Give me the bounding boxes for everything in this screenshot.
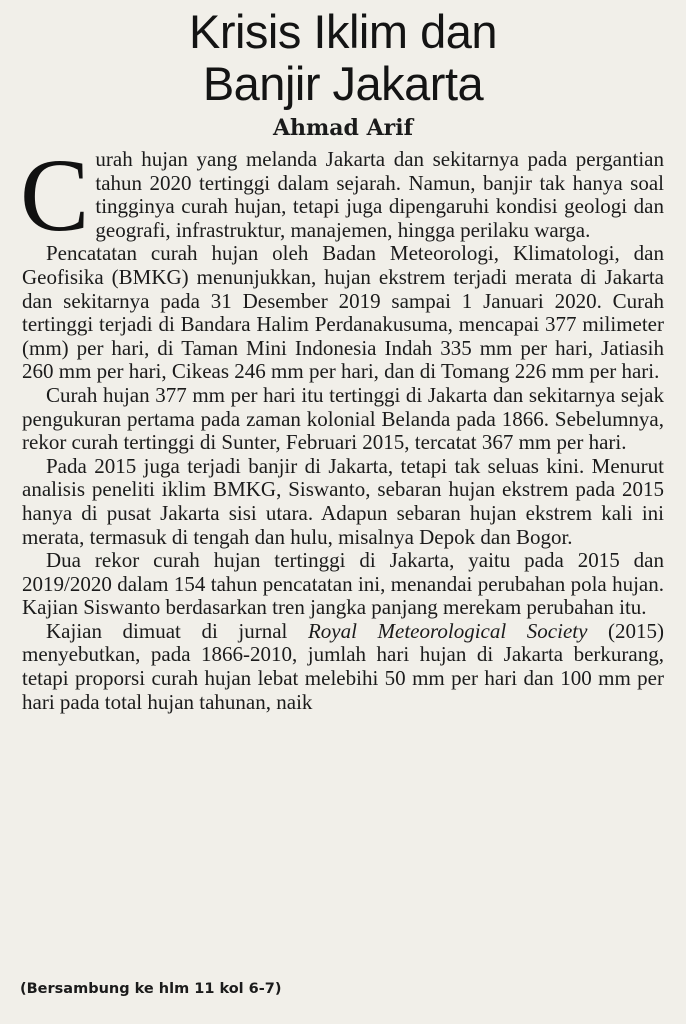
byline: Ahmad Arif xyxy=(272,115,414,141)
paragraph-5: Dua rekor curah hujan tertinggi di Jakarta, yaitu pada 2015 dan 2019/2020 dalam 154 tahun pencatatan ini, menandai perubahan pola hujan. Kajian Siswanto berdasarkan tren jangka panjang merekam perubahan itu. xyxy=(22,548,664,620)
paragraph-3: Curah hujan 377 mm per hari itu tertinggi di Jakarta dan sekitarnya sejak pengukuran pertama pada zaman kolonial Belanda pada 1866. Sebelumnya, rekor curah tertinggi di Sunter, Februari 2015, tercatat 367 mm per hari. xyxy=(22,382,664,455)
paragraph-4: Pada 2015 juga terjadi banjir di Jakarta, tetapi tak seluas kini. Menurut analisis peneliti iklim BMKG, Siswanto, sebaran hujan ekstrem pada 2015 hanya di pusat Jakarta sisi utara. Adapun sebaran hujan ekstrem kali ini merata, termasuk di tengah dan hulu, misalnya Depok dan Bogor. xyxy=(22,453,664,549)
article-body xyxy=(20,138,665,714)
headline xyxy=(22,6,664,110)
paragraph-1 xyxy=(20,138,664,253)
paragraph-6-start: Kajian dimuat di jurnal xyxy=(46,618,288,643)
journal-name: Royal Meteorological Society xyxy=(307,618,588,643)
continuation-note: (Bersambung ke hlm 11 kol 6-7) xyxy=(20,981,282,997)
headline-line-2: Banjir Jakarta xyxy=(202,57,484,110)
headline-line-1: Krisis Iklim dan xyxy=(188,5,497,58)
drop-cap: C xyxy=(20,138,90,253)
paragraph-6 xyxy=(22,620,664,714)
paragraph-2: Pencatatan curah hujan oleh Badan Meteorologi, Klimatologi, dan Geofisika (BMKG) menunjukkan, hujan ekstrem terjadi merata di Jakarta dan sekitarnya pada 31 Desember 2019 sampai 1 Januari 2020. Curah tertinggi terjadi di Bandara Halim Perdanakusuma, mencapai 377 milimeter (mm) per hari, di Taman Mini Indonesia Indah 335 mm per hari, Jatiasih 260 mm per hari, Cikeas 246 mm per hari, dan di Tomang 226 mm per hari. xyxy=(22,241,664,384)
paragraph-6-rest: (2015) menyebutkan, pada 1866-2010, jumlah hari hujan di Jakarta berkurang, tetapi proporsi curah hujan lebat melebihi 50 mm per hari dan 100 mm per hari pada total hujan tahunan, naik xyxy=(22,618,665,714)
paragraph-1-text: urah hujan yang melanda Jakarta dan sekitarnya pada pergantian tahun 2020 tertinggi dalam sejarah. Namun, banjir tak hanya soal tingginya curah hujan, tetapi juga dipengaruhi kondisi geologi dan geografi, infrastruktur, manajemen, hingga perilaku warga. xyxy=(95,147,664,242)
